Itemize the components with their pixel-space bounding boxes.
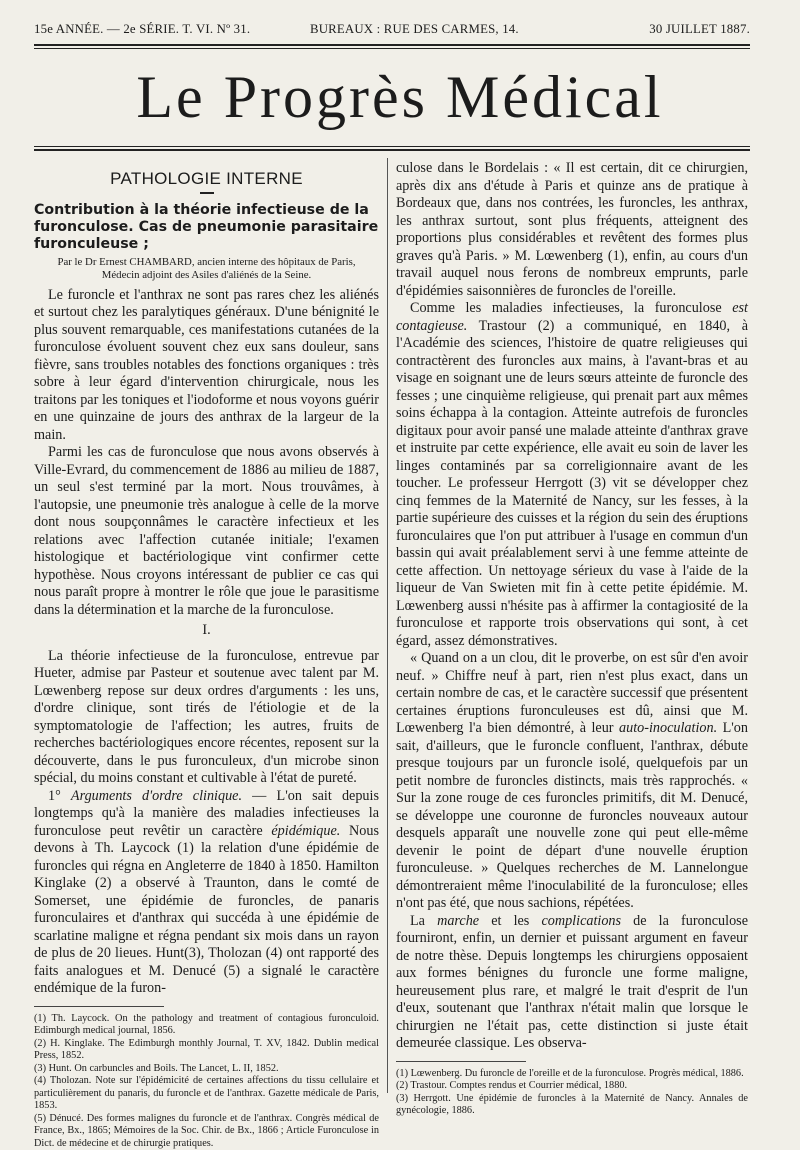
paragraph: Le furoncle et l'anthrax ne sont pas rares chez les aliénés et surtout chez les paralytiques généraux. D'une bénignité le plus souvent remarquable, ces manifestations cutanées de la furonculose évoluent souvent chez eux sans douleur, sans fièvre, sans troubles notables des fonctions organiques : très sobre à leur égard d'intervention chirurgicale, nous les traitons par les toniques et l'iodoforme et nous voyons guérir en une quinzaine de jours des anthrax de la largeur de la main. — [34, 287, 379, 445]
paragraph: culose dans le Bordelais : « Il est certain, dit ce chirurgien, après dix ans d'étude à Paris et quinze ans de pratique à Bordeaux que, dans nos contrées, les furoncles, les anthrax, les anthrax surtout, sont plus fréquents, atteignent des proportions plus considérables et revêtent des formes plus graves qu'à Paris. » M. Lœwenberg (1), enfin, au cours d'un travail auquel nous ferons de nombreux emprunts, parle d'épidémies saisonnières de furoncles de l'oreille. — [396, 160, 748, 300]
emphasis: complications — [541, 913, 621, 929]
paragraph: La théorie infectieuse de la furonculose, entrevue par Hueter, admise par Pasteur et soutenue avec talent par M. Lœwenberg repose sur deux ordres d'arguments : les uns, d'ordre clinique, sont tirés de l'étiologie et de la symptomatologie de l'affection; les autres, fruits de recherches bactériologiques encore récentes, reposent sur la découverte, dans le pus furonculeux, d'un microbe sinon spécial, du moins constant et cultivable à l'état de pureté. — [34, 648, 379, 788]
footnotes-right — [396, 1068, 748, 1118]
text-run: « Quand on a un clou, dit le proverbe, on est sûr d'en avoir neuf. » Chiffre neuf à part, rien n'est plus exact, dans un certain nombre de cas, et le caractère successif que présentent certaines éruptions furonculeuses est dû, ainsi que M. Lœwenberg l'a bien démontré, à leur — [396, 650, 748, 736]
section-dash — [200, 192, 214, 194]
footnote: (1) Th. Laycock. On the pathology and treatment of contagious furonculoid. Edimburgh medical journal, 1856. — [34, 1013, 379, 1038]
text-run: Comme les maladies infectieuses, la furonculose — [410, 300, 732, 316]
masthead-rule-bottom-thin — [34, 146, 750, 147]
footnote: (3) Hunt. On carbuncles and Boils. The Lancet, L. II, 1852. — [34, 1063, 379, 1076]
text-run: La — [410, 913, 437, 929]
left-column — [34, 160, 379, 1150]
footnote: (3) Herrgott. Une épidémie de furoncles à la Maternité de Nancy. Annales de gynécologie, 1886. — [396, 1093, 748, 1118]
column-divider — [387, 158, 388, 1093]
emphasis: auto-inoculation. — [619, 720, 717, 736]
emphasis: marche — [437, 913, 479, 929]
footnote: (1) Lœwenberg. Du furoncle de l'oreille et de la furonculose. Progrès médical, 1886. — [396, 1068, 748, 1081]
office-address: BUREAUX : RUE DES CARMES, 14. — [310, 22, 519, 37]
paragraph: Parmi les cas de furonculose que nous avons observés à Ville-Evrard, du commencement de 1886 au milieu de 1887, un seul s'est terminé par la mort. Nous trouvâmes, à l'autopsie, une pneumonie très analogue à celle de la morve dont nous soupçonnâmes le caractère infectieux et les relations avec l'affection cutanée initiale; l'examen histologique et bactériologique vint confirmer cette hypothèse. Nous croyons intéressant de publier ce cas qui nous paraît propre à montrer le rôle que joue le parasitisme dans la détermination et la marche de la furonculose. — [34, 444, 379, 619]
paragraph — [396, 913, 748, 1053]
footnote: (5) Dénucé. Des formes malignes du furoncle et de l'anthrax. Congrès médical de France, Bx., 1865; Mémoires de la Soc. Chir. de Bx., 1866 ; Article Furonculose in Dict. de médecine et de chirurgie pratiques. — [34, 1113, 379, 1150]
masthead-rule-top-thin — [34, 48, 750, 49]
text-run: Nous devons à Th. Laycock (1) la relation d'une épidémie de furoncles qui régna en Angleterre de 1840 à 1850. Hamilton Kinglake (2) a observé à Traunton, dans le comté de Somerset, une épidémie de furoncles, de panaris furonculaires et d'anthrax qui succéda à une épidémie de scarlatine maligne et régna pendant six mois dans un rayon de plus de 20 lieues. Hunt(3), Tholozan (4) ont rapporté des faits analogues et M. Denucé (5) a signalé le caractère endémique de la furon- — [34, 823, 379, 997]
subsection-number: I. — [34, 622, 379, 640]
right-column — [396, 160, 748, 1118]
article-title: Contribution à la théorie infectieuse de la furonculose. Cas de pneumonie parasitaire furonculeuse ; — [34, 202, 379, 253]
issue-volume: 15e ANNÉE. — 2e SÉRIE. T. VI. Nº 31. — [34, 22, 250, 37]
text-run: 1° — [48, 788, 71, 804]
text-run: de la furonculose fourniront, enfin, un dernier et puissant argument en faveur de notre thèse. Depuis longtemps les chirurgiens opposaient aux formes bénignes du furoncle une forme maligne, heureusement plus rare, et malgré le trait d'esprit de l'un d'eux, soutenant que l'anthrax n'était malin que lorsque le chirurgien ne l'était pas, cette distinction si juste était demeurée classique. Les observa- — [396, 913, 748, 1052]
text-run: L'on sait, d'ailleurs, que le furoncle confluent, l'anthrax, débute presque toujours par un furoncle isolé, quelquefois par un petit nombre de furoncles distincts, mais très rapprochés. « Sur la zone rouge de ces furoncles primitifs, dit M. Denucé, se développe une couronne de furoncles nouveaux autour desquels apparaît une nouvelle zone qui peut elle-même devenir le point de départ d'une nouvelle éruption furonculeuse. » Quelques recherches de M. Lannelongue démontreraient même l'inoculabilité de la furonculose; elles n'ont pas été, que nous sachions, répétées. — [396, 720, 748, 911]
masthead-rule-top — [34, 44, 750, 46]
emphasis: épidémique. — [271, 823, 340, 839]
footnotes-left — [34, 1013, 379, 1150]
footnote: (4) Tholozan. Note sur l'épidémicité de certaines affections du tissu cellulaire et particulièrement du panaris, du furoncle et de l'anthrax. Gazette médicale de Paris, 1853. — [34, 1075, 379, 1113]
footnote: (2) Trastour. Comptes rendus et Courrier médical, 1880. — [396, 1080, 748, 1093]
footnote-rule — [34, 1006, 164, 1007]
emphasis: est contagieuse. — [396, 300, 748, 334]
emphasis: Arguments d'ordre clinique. — [71, 788, 242, 804]
section-heading: PATHOLOGIE INTERNE — [34, 170, 379, 188]
paragraph — [34, 788, 379, 998]
byline — [34, 256, 379, 282]
text-run: — L'on sait depuis longtemps qu'à la manière des maladies infectieuses la furonculose peut revêtir un caractère — [34, 788, 379, 839]
text-run: Trastour (2) a communiqué, en 1840, à l'Académie des sciences, l'histoire de quatre religieuses qui contractèrent des furoncles aux mains, à l'avant-bras et au visage en soignant une de leurs sœurs atteinte de furoncle des fesses ; une cinquième religieuse, qui prenait part aux mêmes soins échappa à la contagion. Atteinte autrefois de furoncles digitaux pour avoir pansé une malade atteinte d'anthrax grave et instruite par cette expérience, elle avait eu soin de laver les linges contaminés par sa correligionnaire avant de les toucher. Le professeur Herrgott (3) vit se développer chez cinq femmes de la Maternité de Nancy, sur les fesses, à la partie supérieure des cuisses et la région du sein des éruptions furonculaires que l'on put attribuer à l'usage en commun d'un bassin qui avait préalablement servi à une femme atteinte de cette affection. Un nettoyage sérieux du vase à l'aide de la liqueur de Van Swieten mit fin à cette petite épidémie. M. Lœwenberg aussi n'hésite pas à affirmer la contagiosité de la furonculose et rapporte trois observations qui sont, à cet égard, assez démonstratives. — [396, 318, 748, 649]
byline-author: Par le Dr Ernest CHAMBARD, ancien interne des hôpitaux de Paris, — [34, 256, 379, 269]
masthead-rule-bottom — [34, 149, 750, 151]
journal-title: Le Progrès Médical — [0, 60, 800, 134]
issue-date: 30 JUILLET 1887. — [649, 22, 750, 37]
footnote-rule — [396, 1061, 526, 1062]
footnote: (2) H. Kinglake. The Edimburgh monthly Journal, T. XV, 1842. Dublin medical Press, 1852. — [34, 1038, 379, 1063]
paragraph — [396, 300, 748, 650]
paragraph — [396, 650, 748, 913]
text-run: et les — [479, 913, 541, 929]
byline-position: Médecin adjoint des Asiles d'aliénés de la Seine. — [34, 269, 379, 282]
